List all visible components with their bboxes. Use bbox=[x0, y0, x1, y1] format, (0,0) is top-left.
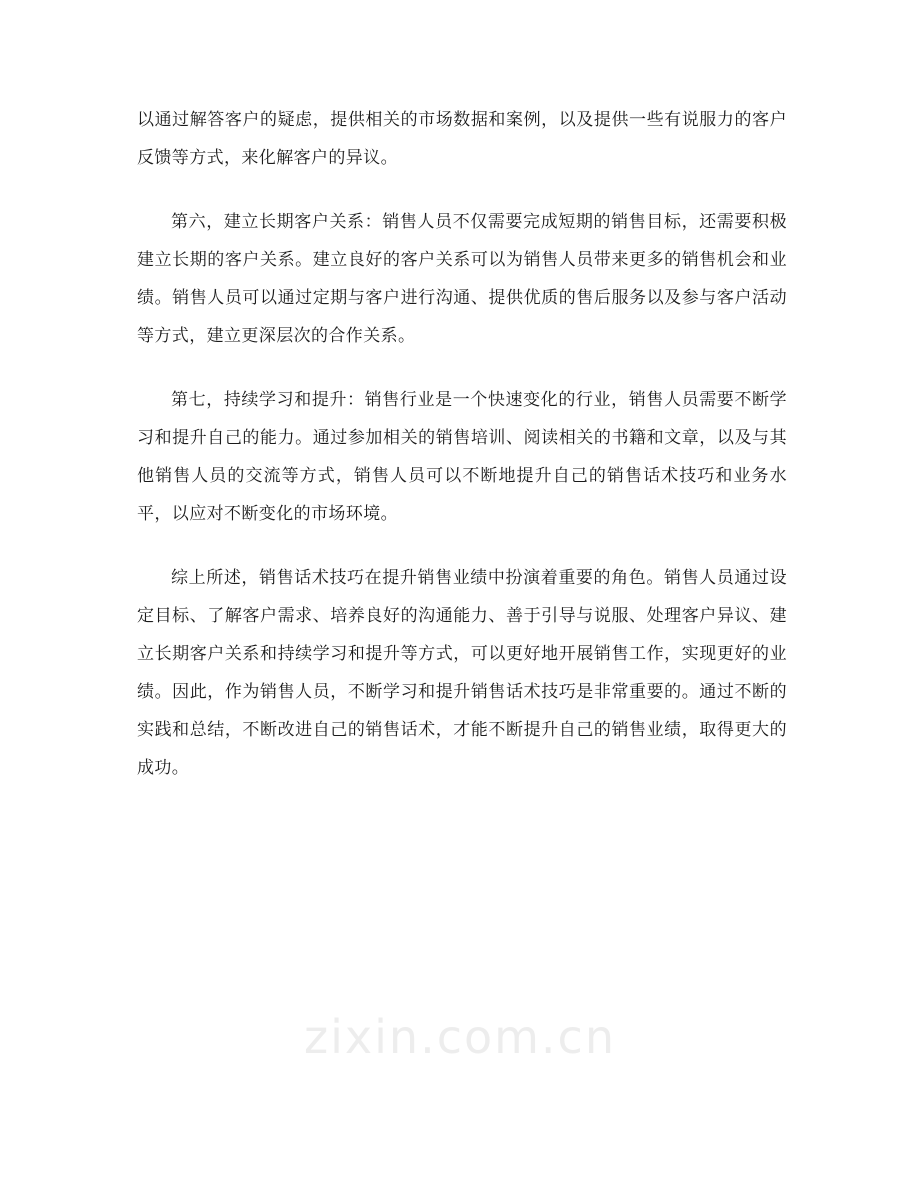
paragraph-seventh-point: 第七，持续学习和提升：销售行业是一个快速变化的行业，销售人员需要不断学习和提升自己的能力。通过参加相关的销售培训、阅读相关的书籍和文章，以及与其他销售人员的交流等方式，销售人员可以不断地提升自己的销售话术技巧和业务水平，以应对不断变化的市场环境。 bbox=[137, 390, 787, 524]
paragraph-sixth-point: 第六，建立长期客户关系：销售人员不仅需要完成短期的销售目标，还需要积极建立长期的客户关系。建立良好的客户关系可以为销售人员带来更多的销售机会和业绩。销售人员可以通过定期与客户进行沟通、提供优质的售后服务以及参与客户活动等方式，建立更深层次的合作关系。 bbox=[137, 212, 787, 346]
watermark: zixin.com.cn bbox=[303, 1010, 617, 1064]
document-body bbox=[137, 101, 787, 813]
paragraph-continuation: 以通过解答客户的疑虑，提供相关的市场数据和案例，以及提供一些有说服力的客户反馈等方式，来化解客户的异议。 bbox=[137, 110, 787, 168]
paragraph-conclusion: 综上所述，销售话术技巧在提升销售业绩中扮演着重要的角色。销售人员通过设定目标、了解客户需求、培养良好的沟通能力、善于引导与说服、处理客户异议、建立长期客户关系和持续学习和提升等方式，可以更好地开展销售工作，实现更好的业绩。因此，作为销售人员，不断学习和提升销售话术技巧是非常重要的。通过不断的实践和总结，不断改进自己的销售话术，才能不断提升自己的销售业绩，取得更大的成功。 bbox=[137, 568, 787, 778]
